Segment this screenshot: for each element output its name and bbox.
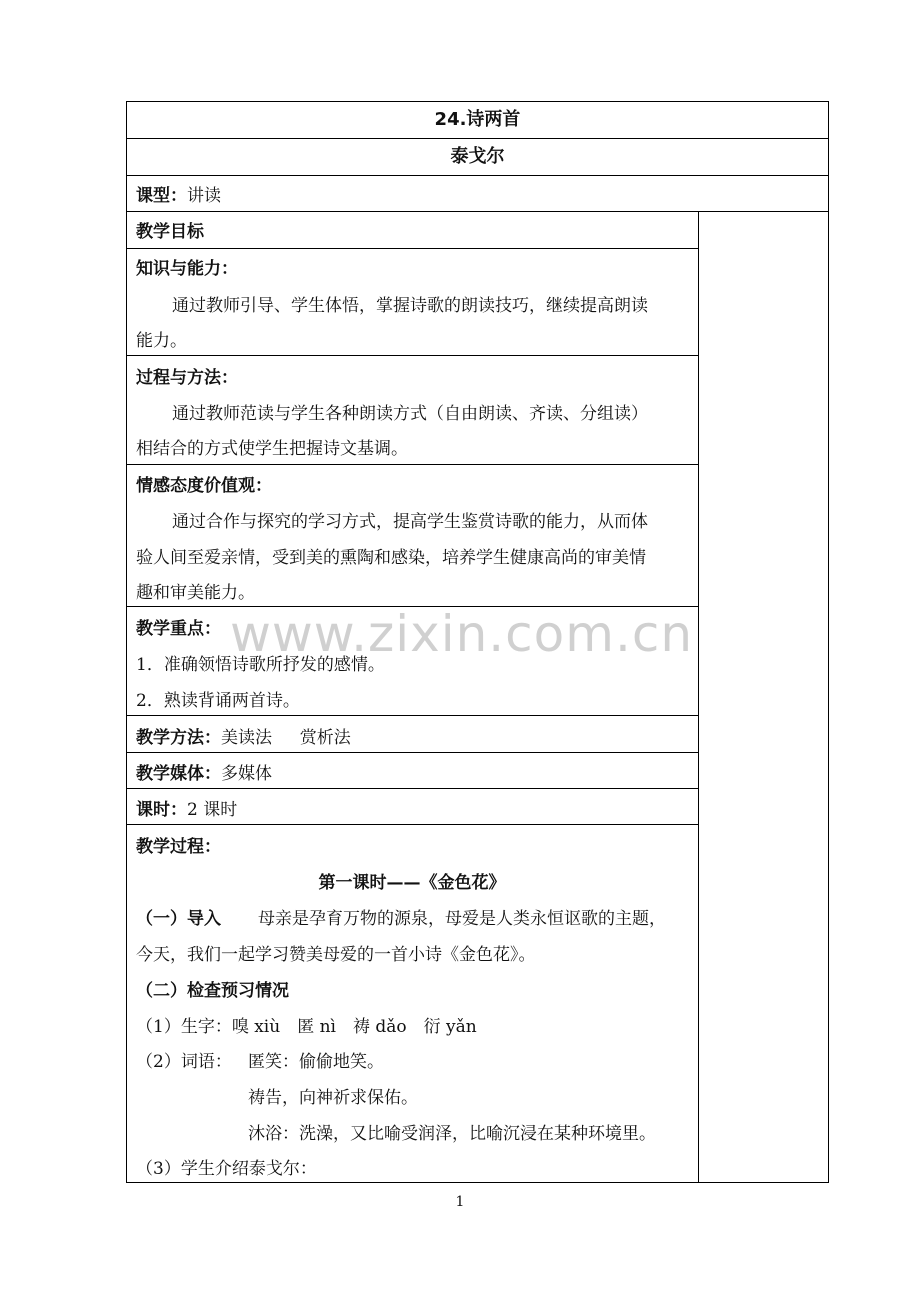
- row-divider: [126, 824, 698, 825]
- emotion-line: 趣和审美能力。: [136, 583, 255, 603]
- column-divider: [698, 211, 699, 1183]
- lesson-title: 24.诗两首: [434, 109, 521, 130]
- emotion-label: 情感态度价值观：: [136, 476, 272, 496]
- emotion-line: 验人间至爱亲情，受到美的熏陶和感染，培养学生健康高尚的审美情: [136, 548, 646, 568]
- row-divider: [126, 464, 698, 465]
- row-divider: [126, 211, 829, 212]
- knowledge-line: 能力。: [136, 331, 187, 351]
- goals-heading: 教学目标: [136, 222, 204, 242]
- row-divider: [126, 138, 829, 139]
- key-point-item: 2．熟读背诵两首诗。: [136, 691, 300, 711]
- course-type-value: 讲读: [187, 186, 221, 206]
- key-points-label: 教学重点：: [136, 619, 221, 639]
- page-number: 1: [455, 1194, 465, 1210]
- media-label: 教学媒体：: [136, 764, 221, 784]
- process-method-line: 相结合的方式使学生把握诗文基调。: [136, 439, 408, 459]
- watermark: www.zixin.com.cn: [230, 605, 694, 663]
- key-point-item: 1．准确领悟诗歌所抒发的感情。: [136, 655, 385, 675]
- intro-line: 母亲是孕育万物的源泉，母爱是人类永恒讴歌的主题，: [258, 909, 666, 929]
- course-type: [136, 186, 221, 206]
- teaching-media: [136, 764, 272, 784]
- word-definition: 沐浴：洗澡，又比喻受润泽，比喻沉浸在某种环境里。: [248, 1124, 656, 1144]
- process-label: 教学过程：: [136, 837, 221, 857]
- word-definition: 匿笑：偷偷地笑。: [248, 1052, 384, 1072]
- author-name: 泰戈尔: [450, 146, 505, 167]
- words-label: （2）词语：: [136, 1052, 232, 1072]
- row-divider: [126, 355, 698, 356]
- row-divider: [126, 715, 698, 716]
- row-divider: [126, 752, 698, 753]
- course-type-label: 课型：: [136, 186, 187, 206]
- media-value: 多媒体: [221, 764, 272, 784]
- methods-value: 美读法 赏析法: [221, 728, 351, 748]
- knowledge-line: 通过教师引导、学生体悟，掌握诗歌的朗读技巧，继续提高朗读: [172, 296, 648, 316]
- row-divider: [126, 248, 698, 249]
- methods-label: 教学方法：: [136, 728, 221, 748]
- process-method-line: 通过教师范读与学生各种朗读方式（自由朗读、齐读、分组读）: [172, 404, 648, 424]
- hours-label: 课时：: [136, 800, 187, 820]
- lesson1-title: 第一课时——《金色花》: [318, 873, 506, 893]
- class-hours: [136, 800, 237, 820]
- knowledge-label: 知识与能力：: [136, 259, 238, 279]
- teaching-methods: [136, 728, 351, 748]
- emotion-line: 通过合作与探究的学习方式，提高学生鉴赏诗歌的能力，从而体: [172, 512, 648, 532]
- intro-line: 今天，我们一起学习赞美母爱的一首小诗《金色花》。: [136, 945, 536, 965]
- preview-label: （二）检查预习情况: [136, 981, 289, 1001]
- hours-value: 2 课时: [187, 800, 238, 820]
- process-method-label: 过程与方法：: [136, 368, 238, 388]
- row-divider: [126, 788, 698, 789]
- new-characters: （1）生字：嗅 xiù 匿 nì 祷 dǎo 衍 yǎn: [136, 1017, 477, 1037]
- intro-label: （一）导入: [136, 909, 221, 929]
- author-intro-task: （3）学生介绍泰戈尔：: [136, 1159, 317, 1179]
- word-definition: 祷告，向神祈求保佑。: [248, 1088, 418, 1108]
- row-divider: [126, 175, 829, 176]
